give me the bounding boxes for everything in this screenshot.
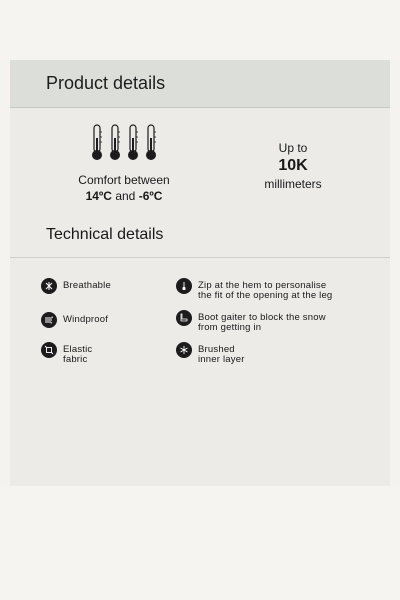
feature-list <box>10 258 390 378</box>
feature-breathable <box>41 278 111 294</box>
feature-brushed <box>176 342 245 365</box>
feature-boot-gaiter <box>176 310 326 333</box>
waterproof-value: 10K <box>278 157 308 174</box>
feature-label-line2: fabric <box>63 354 88 365</box>
waterproof-prefix: Up to <box>278 141 308 155</box>
comfort-high: 14ºC <box>85 189 112 203</box>
feature-label-line2: inner layer <box>198 354 245 365</box>
feature-label-line2: from getting in <box>198 322 262 333</box>
feature-windproof <box>41 312 108 328</box>
top-background <box>0 0 400 60</box>
feature-label <box>198 342 245 365</box>
comfort-and: and <box>115 189 136 203</box>
thermometer-icon <box>91 124 103 162</box>
product-details-header <box>10 60 390 108</box>
thermometer-icon <box>109 124 121 162</box>
breathable-icon <box>41 278 57 294</box>
feature-label-line1: Boot gaiter to block the snow <box>198 312 326 323</box>
feature-label <box>198 310 326 333</box>
feature-zip <box>176 278 332 301</box>
windproof-icon <box>41 312 57 328</box>
product-specs <box>10 108 390 212</box>
feature-label-line1: Brushed <box>198 344 235 355</box>
feature-label-line2: the fit of the opening at the leg <box>198 290 333 301</box>
snowflake-icon <box>176 342 192 358</box>
product-details-title: Product details <box>46 73 166 93</box>
comfort-spec <box>60 124 188 204</box>
feature-label <box>198 278 332 301</box>
feature-label <box>63 342 92 365</box>
feature-elastic <box>41 342 92 365</box>
thermometer-icon <box>145 124 157 162</box>
waterproof-unit: millimeters <box>264 177 322 191</box>
feature-label: Breathable <box>63 280 111 291</box>
thermometer-icons <box>60 124 188 162</box>
comfort-label: Comfort between <box>78 173 170 187</box>
thermometer-icon <box>127 124 139 162</box>
details-card <box>10 60 390 486</box>
bottom-background <box>0 486 400 600</box>
waterproof-spec <box>236 140 350 192</box>
technical-details-title: Technical details <box>46 225 164 243</box>
feature-label-line1: Zip at the hem to personalise <box>198 280 327 291</box>
elastic-icon <box>41 342 57 358</box>
comfort-range <box>60 188 188 204</box>
boot-gaiter-icon <box>176 310 192 326</box>
feature-label-line1: Elastic <box>63 344 93 355</box>
zip-icon <box>176 278 192 294</box>
comfort-low: -6ºC <box>138 189 163 203</box>
feature-label: Windproof <box>63 314 109 325</box>
technical-details-header <box>10 212 390 258</box>
